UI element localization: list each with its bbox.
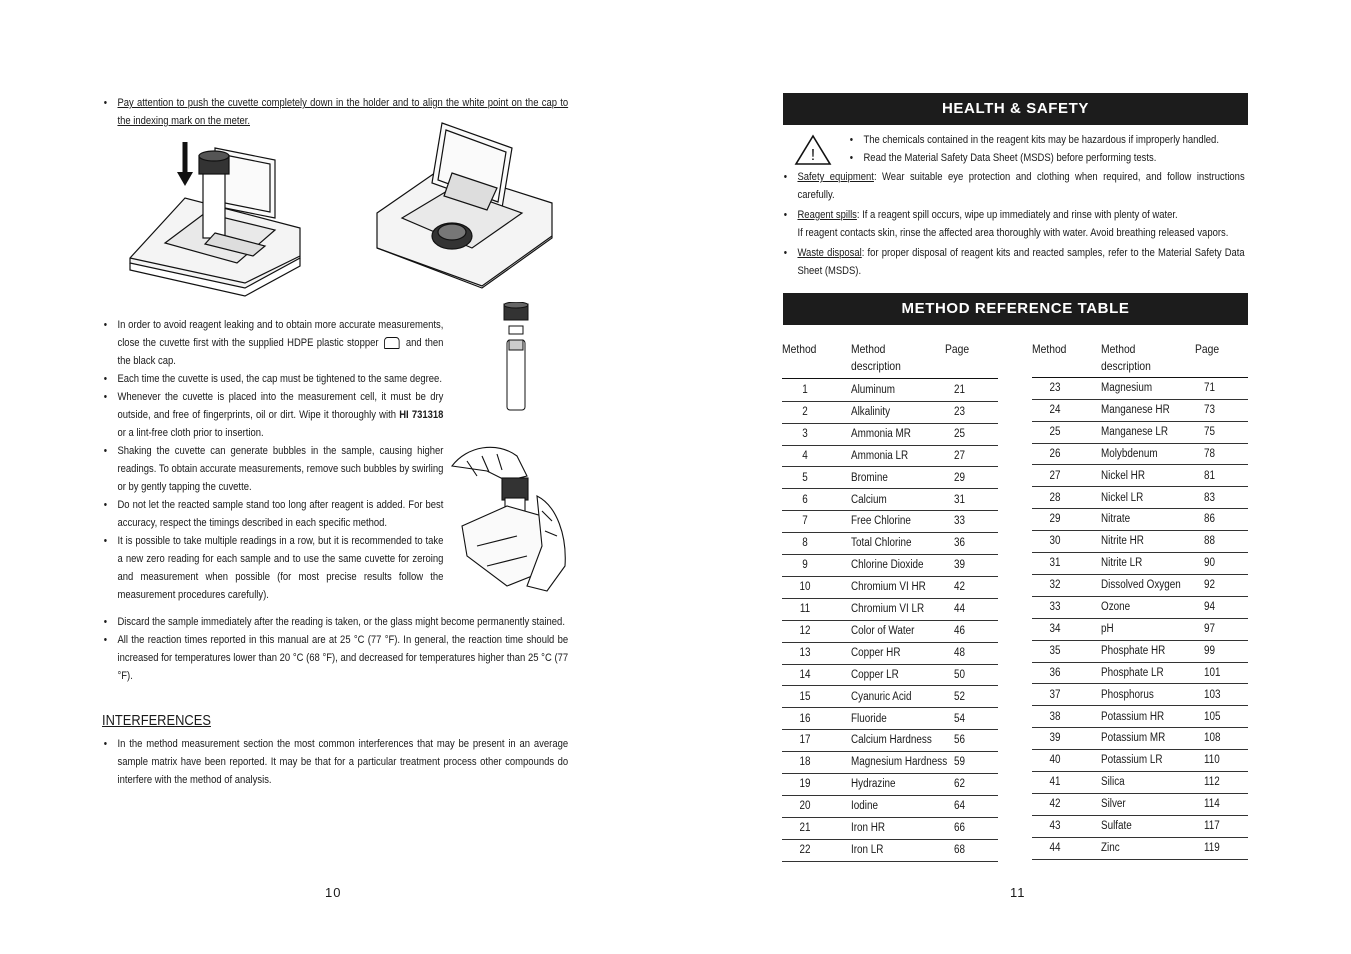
method-page: 62 bbox=[954, 778, 966, 791]
method-page: 66 bbox=[954, 822, 966, 834]
method-number: 11 bbox=[799, 603, 811, 615]
method-description: Phosphate HR bbox=[1101, 644, 1166, 657]
method-description: Phosphorus bbox=[1101, 688, 1154, 701]
method-page: 112 bbox=[1204, 776, 1220, 789]
method-number: 4 bbox=[802, 449, 808, 462]
bullet-discard: • Discard the sample immediately after the reading is taken, or the glass might become permanently stained. bbox=[102, 613, 568, 631]
table-row bbox=[1032, 815, 1248, 838]
method-description: Chromium VI HR bbox=[851, 581, 926, 594]
method-number: 18 bbox=[799, 756, 811, 769]
cuvette-parts-illustration bbox=[500, 302, 532, 414]
table-row bbox=[1032, 443, 1248, 466]
method-description: Zinc bbox=[1101, 841, 1120, 854]
method-description: Silver bbox=[1101, 798, 1126, 811]
method-number: 6 bbox=[802, 493, 808, 506]
table-row bbox=[1032, 640, 1248, 663]
method-page: 97 bbox=[1204, 622, 1216, 635]
method-description: Nitrite HR bbox=[1101, 535, 1144, 548]
method-page: 105 bbox=[1204, 710, 1221, 723]
table-row bbox=[782, 729, 998, 752]
table-row bbox=[1032, 596, 1248, 619]
col-header-desc: Method description bbox=[1101, 342, 1151, 373]
warning-msds: • Read the Material Safety Data Sheet (MSDS) before performing tests. bbox=[848, 149, 1244, 167]
table-row bbox=[782, 839, 998, 862]
method-description: Calcium bbox=[851, 493, 887, 506]
method-number: 44 bbox=[1049, 841, 1061, 854]
page-number-right: 11 bbox=[1010, 885, 1026, 900]
bullet-cap: • Each time the cuvette is used, the cap must be tightened to the same degree. bbox=[102, 370, 443, 388]
method-description: Potassium LR bbox=[1101, 754, 1163, 767]
method-description: Nitrite LR bbox=[1101, 557, 1143, 570]
method-number: 8 bbox=[802, 537, 808, 550]
method-page: 90 bbox=[1204, 557, 1216, 570]
right-page bbox=[676, 0, 1351, 954]
method-number: 10 bbox=[799, 581, 811, 594]
method-page: 81 bbox=[1204, 469, 1216, 482]
table-row bbox=[1032, 487, 1248, 510]
method-number: 26 bbox=[1049, 447, 1061, 460]
table-row bbox=[1032, 706, 1248, 729]
warning-bullets-block bbox=[848, 131, 1308, 167]
method-number: 16 bbox=[799, 712, 811, 725]
method-page: 27 bbox=[954, 449, 966, 462]
method-description: Potassium MR bbox=[1101, 732, 1166, 745]
method-description: Ammonia MR bbox=[851, 427, 911, 440]
method-page: 73 bbox=[1204, 403, 1216, 416]
method-number: 33 bbox=[1049, 601, 1061, 613]
method-page: 44 bbox=[954, 603, 966, 615]
table-row bbox=[1032, 421, 1248, 444]
method-reference-banner: METHOD REFERENCE TABLE bbox=[783, 293, 1248, 325]
method-number: 27 bbox=[1049, 469, 1061, 482]
method-description: Color of Water bbox=[851, 624, 915, 637]
method-page: 42 bbox=[954, 581, 966, 594]
warning-hazardous: • The chemicals contained in the reagent kits may be hazardous if improperly handled. bbox=[848, 131, 1244, 149]
bullet-push: • Pay attention to push the cuvette completely down in the holder and to align the white point on the cap to the indexing mark on the meter. bbox=[102, 94, 568, 130]
table-row bbox=[782, 642, 998, 665]
method-description: Magnesium bbox=[1101, 382, 1153, 394]
col-header-page: Page bbox=[1195, 342, 1220, 356]
method-number: 42 bbox=[1049, 798, 1061, 811]
method-number: 14 bbox=[799, 668, 811, 681]
method-page: 21 bbox=[954, 384, 966, 396]
bullet-interferences: • In the method measurement section the most common interferences that may be present in an average sample matrix have been reported. It may be that for a particular treatment process other compounds do interfere with the method of analysis. bbox=[102, 735, 568, 789]
col-header-page: Page bbox=[945, 342, 970, 356]
method-description: Ozone bbox=[1101, 601, 1131, 613]
method-description: Manganese HR bbox=[1101, 403, 1170, 416]
method-description: pH bbox=[1101, 622, 1114, 635]
table-row bbox=[1032, 377, 1248, 400]
method-description: Nickel LR bbox=[1101, 491, 1144, 504]
method-description: Aluminum bbox=[851, 384, 895, 396]
method-page: 99 bbox=[1204, 644, 1216, 657]
method-description: Alkalinity bbox=[851, 405, 891, 418]
method-description: Copper HR bbox=[851, 646, 901, 659]
bullet-stopper: • In order to avoid reagent leaking and to obtain more accurate measurements, close the cuvette first with the supplied HDPE plastic stopper and then the black cap. bbox=[102, 316, 443, 370]
method-description: Cyanuric Acid bbox=[851, 690, 912, 703]
method-number: 28 bbox=[1049, 491, 1061, 504]
method-page: 108 bbox=[1204, 732, 1221, 745]
method-description: Iron HR bbox=[851, 822, 886, 834]
method-number: 36 bbox=[1049, 666, 1061, 679]
method-description: Nitrate bbox=[1101, 513, 1131, 526]
method-page: 64 bbox=[954, 800, 966, 813]
table-row bbox=[1032, 727, 1248, 750]
method-number: 17 bbox=[799, 734, 811, 747]
interferences-block bbox=[102, 735, 644, 789]
bullets-mid-block bbox=[102, 316, 499, 604]
table-row bbox=[1032, 684, 1248, 707]
method-number: 7 bbox=[802, 515, 808, 528]
method-description: Phosphate LR bbox=[1101, 666, 1164, 679]
method-description: Bromine bbox=[851, 471, 888, 484]
interferences-heading: INTERFERENCES bbox=[102, 712, 211, 729]
method-description: Sulfate bbox=[1101, 820, 1132, 832]
method-description: Total Chlorine bbox=[851, 537, 912, 550]
method-page: 29 bbox=[954, 471, 966, 484]
method-page: 48 bbox=[954, 646, 966, 659]
table-row bbox=[782, 686, 998, 709]
method-number: 25 bbox=[1049, 425, 1061, 438]
method-description: Iron LR bbox=[851, 843, 884, 856]
bullet-multiple: • It is possible to take multiple readings in a row, but it is recommended to take a new zero reading for each sample and to use the same cuvette for zeroing and measurement when possible (for most precise results follow the measurement procedures carefully). bbox=[102, 532, 443, 604]
table-row bbox=[782, 467, 998, 490]
method-number: 30 bbox=[1049, 535, 1061, 548]
method-number: 43 bbox=[1049, 820, 1061, 832]
method-number: 19 bbox=[799, 778, 811, 791]
method-table-right bbox=[1032, 340, 1248, 860]
table-row bbox=[1032, 771, 1248, 794]
bullets-wide-block bbox=[102, 613, 644, 685]
method-description: Free Chlorine bbox=[851, 515, 911, 528]
method-number: 1 bbox=[802, 384, 808, 396]
wiping-cuvette-illustration bbox=[447, 436, 572, 596]
table-row bbox=[1032, 662, 1248, 685]
page-number-left: 10 bbox=[325, 885, 342, 900]
method-number: 37 bbox=[1049, 688, 1061, 701]
method-page: 23 bbox=[954, 405, 966, 418]
method-page: 117 bbox=[1204, 820, 1220, 832]
table-row bbox=[782, 423, 998, 446]
table-row bbox=[1032, 574, 1248, 597]
col-header-desc: Method description bbox=[851, 342, 901, 373]
col-header-method: Method bbox=[782, 342, 817, 356]
method-number: 38 bbox=[1049, 710, 1061, 723]
table-row bbox=[782, 598, 998, 621]
method-description: Molybdenum bbox=[1101, 447, 1158, 460]
method-page: 88 bbox=[1204, 535, 1216, 548]
method-page: 103 bbox=[1204, 688, 1221, 701]
method-description: Iodine bbox=[851, 800, 878, 813]
method-page: 101 bbox=[1204, 666, 1221, 679]
method-number: 29 bbox=[1049, 513, 1061, 526]
method-number: 24 bbox=[1049, 403, 1061, 416]
bullet-timing: • Do not let the reacted sample stand too long after reagent is added. For best accuracy, respect the timings described in each specific method. bbox=[102, 496, 443, 532]
method-page: 86 bbox=[1204, 513, 1216, 526]
method-page: 59 bbox=[954, 756, 966, 769]
method-number: 39 bbox=[1049, 732, 1061, 745]
method-number: 5 bbox=[802, 471, 808, 484]
table-row bbox=[1032, 399, 1248, 422]
table-row bbox=[782, 817, 998, 840]
method-description: Ammonia LR bbox=[851, 449, 909, 462]
method-page: 33 bbox=[954, 515, 966, 528]
method-page: 92 bbox=[1204, 579, 1216, 592]
method-number: 13 bbox=[799, 646, 811, 659]
table-row bbox=[782, 773, 998, 796]
table-row bbox=[782, 620, 998, 643]
table-row bbox=[782, 510, 998, 533]
method-number: 35 bbox=[1049, 644, 1061, 657]
method-number: 9 bbox=[802, 559, 808, 572]
method-description: Chromium VI LR bbox=[851, 603, 925, 615]
table-row bbox=[1032, 530, 1248, 553]
method-description: Copper LR bbox=[851, 668, 899, 681]
left-page bbox=[0, 0, 675, 954]
warning-triangle-icon bbox=[794, 134, 832, 166]
method-description: Potassium HR bbox=[1101, 710, 1165, 723]
method-number: 40 bbox=[1049, 754, 1061, 767]
table-row bbox=[1032, 465, 1248, 488]
method-number: 20 bbox=[799, 800, 811, 813]
table-row bbox=[782, 554, 998, 577]
method-page: 119 bbox=[1204, 841, 1220, 854]
method-description: Magnesium Hardness bbox=[851, 756, 948, 769]
table-row bbox=[1032, 508, 1248, 531]
bullet-dry: • Whenever the cuvette is placed into the measurement cell, it must be dry outside, and free of fingerprints, oil or dirt. Wipe it thoroughly with HI 731318 or a lint-free cloth prior to insertion. bbox=[102, 388, 443, 442]
method-page: 54 bbox=[954, 712, 966, 725]
table-row bbox=[782, 664, 998, 687]
safety-spills: • Reagent spills: If a reagent spill occurs, wipe up immediately and rinse with plenty of water. If reagent contacts skin, rinse the affected area thoroughly with water. Avoid breathing released vapors. bbox=[782, 206, 1245, 242]
method-description: Hydrazine bbox=[851, 778, 896, 791]
table-row bbox=[1032, 749, 1248, 772]
method-number: 32 bbox=[1049, 579, 1061, 592]
method-page: 36 bbox=[954, 537, 966, 550]
method-number: 41 bbox=[1049, 776, 1061, 789]
method-description: Calcium Hardness bbox=[851, 734, 932, 747]
method-number: 12 bbox=[799, 624, 811, 637]
method-number: 22 bbox=[799, 843, 811, 856]
meter-inserted-illustration bbox=[372, 118, 557, 298]
method-description: Chlorine Dioxide bbox=[851, 559, 924, 572]
table-row bbox=[782, 576, 998, 599]
method-description: Fluoride bbox=[851, 712, 887, 725]
method-table-left bbox=[782, 340, 998, 862]
method-page: 31 bbox=[954, 493, 966, 506]
method-page: 114 bbox=[1204, 798, 1220, 811]
health-safety-banner: HEALTH & SAFETY bbox=[783, 93, 1248, 125]
method-number: 3 bbox=[802, 427, 808, 440]
method-page: 46 bbox=[954, 624, 966, 637]
method-number: 2 bbox=[802, 405, 808, 418]
table-row bbox=[782, 445, 998, 468]
table-row bbox=[1032, 837, 1248, 860]
method-page: 71 bbox=[1204, 382, 1216, 394]
table-row bbox=[782, 489, 998, 512]
method-page: 52 bbox=[954, 690, 966, 703]
table-row bbox=[782, 751, 998, 774]
meter-insert-illustration bbox=[125, 138, 305, 298]
svg-text:!: ! bbox=[810, 147, 816, 164]
method-page: 68 bbox=[954, 843, 966, 856]
safety-items-block bbox=[782, 168, 1320, 280]
method-page: 56 bbox=[954, 734, 966, 747]
method-page: 94 bbox=[1204, 601, 1216, 613]
stopper-icon bbox=[384, 337, 399, 349]
method-page: 75 bbox=[1204, 425, 1216, 438]
down-arrow-icon bbox=[177, 142, 193, 186]
bullet-shaking: • Shaking the cuvette can generate bubbles in the sample, causing higher readings. To obtain accurate measurements, remove such bubbles by swirling or by gently tapping the cuvette. bbox=[102, 442, 443, 496]
table-row bbox=[782, 708, 998, 731]
method-number: 23 bbox=[1049, 382, 1061, 394]
method-page: 50 bbox=[954, 668, 966, 681]
table-row bbox=[782, 532, 998, 555]
table-row bbox=[782, 379, 998, 402]
method-description: Dissolved Oxygen bbox=[1101, 579, 1181, 592]
method-number: 21 bbox=[799, 822, 811, 834]
table-row bbox=[782, 795, 998, 818]
method-page: 83 bbox=[1204, 491, 1216, 504]
method-number: 15 bbox=[799, 690, 811, 703]
col-header-method: Method bbox=[1032, 342, 1067, 356]
method-description: Silica bbox=[1101, 776, 1125, 789]
method-page: 78 bbox=[1204, 447, 1216, 460]
method-page: 39 bbox=[954, 559, 966, 572]
method-number: 31 bbox=[1049, 557, 1061, 570]
table-row bbox=[1032, 552, 1248, 575]
method-page: 25 bbox=[954, 427, 966, 440]
method-description: Manganese LR bbox=[1101, 425, 1169, 438]
method-description: Nickel HR bbox=[1101, 469, 1145, 482]
safety-equipment: • Safety equipment: Wear suitable eye protection and clothing when required, and follow instructions carefully. bbox=[782, 168, 1245, 204]
method-page: 110 bbox=[1204, 754, 1220, 767]
table-row bbox=[1032, 618, 1248, 641]
bullet-reaction-times: • All the reaction times reported in this manual are at 25 °C (77 °F). In general, the reaction time should be increased for temperatures lower than 20 °C (68 °F), and decreased for temperatures higher than 25 °C (77 °F). bbox=[102, 631, 568, 685]
table-row bbox=[782, 401, 998, 424]
method-number: 34 bbox=[1049, 622, 1061, 635]
safety-waste: • Waste disposal: for proper disposal of reagent kits and reacted samples, refer to the Material Safety Data Sheet (MSDS). bbox=[782, 244, 1245, 280]
table-row bbox=[1032, 793, 1248, 816]
